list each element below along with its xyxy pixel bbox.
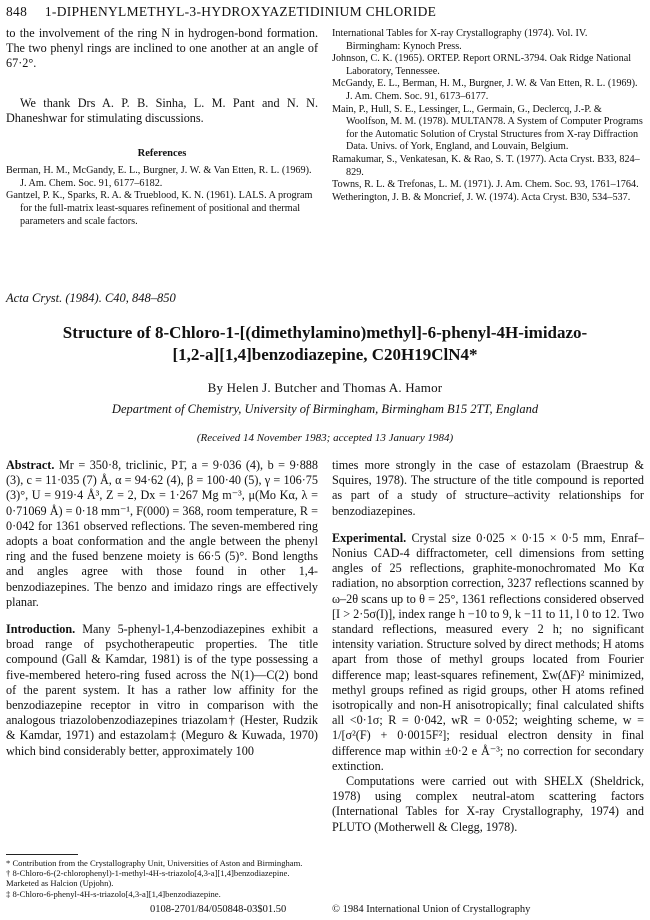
page-number: 848 bbox=[6, 4, 28, 19]
body-left-column bbox=[6, 458, 318, 759]
footnote: † 8-Chloro-6-(2-chlorophenyl)-1-methyl-4H-s-triazolo[4,3-a][1,4]benzodiazepine. Marketed as Halcion (Upjohn). bbox=[6, 868, 290, 889]
running-title: 1-DIPHENYLMETHYL-3-HYDROXYAZETIDINIUM CHLORIDE bbox=[44, 4, 437, 19]
abstract-label: Abstract. bbox=[6, 458, 55, 472]
introduction-text: Many 5-phenyl-1,4-benzodiazepines exhibit a broad range of psychotherapeutic properties. The title compound (Gall & Kamdar, 1981) is of the type possessing a five-membered hetero-ring fused across the N(1)—C(2) bond of the parent system. It has a rather low affinity for the benzodiazepine receptor in vitro in comparison with the analogous triazolobenzodiazepines triazolam† (Hester, Rudzik & Kamdar, 1971) and estazolam‡ (Meguro & Kuwada, 1970) which bind considerably better, approximately 100 bbox=[6, 622, 319, 758]
abstract-text: Mr = 350·8, triclinic, P1̄, a = 9·036 (4), b = 9·888 (3), c = 11·035 (7) Å, α = 94·62 (4), β = 100·40 (5), γ = 106·75 (3)°, U = 919·4 Å³, Z = 2, Dx = 1·267 Mg m⁻³, μ(Mo Kα, λ = 0·71069 Å) = 0·18 mm⁻¹, F(000) = 368, room temperature, R = 0·042 for 1361 observed reflections. The seven-membered ring adopts a boat conformation and the angle between the phenyl ring and the fused benzene moiety is 66·5 (5)°. Bond lengths and angles agree with those found in other 1,4-benzodiazepines. The benzo and imidazo rings are effectively planar. bbox=[6, 458, 318, 609]
abstract bbox=[6, 458, 318, 610]
journal-reference: Acta Cryst. (1984). C40, 848–850 bbox=[6, 291, 176, 305]
references-heading: References bbox=[137, 148, 187, 160]
experimental-label: Experimental. bbox=[332, 530, 407, 545]
footnote-rule bbox=[6, 854, 78, 855]
footnotes bbox=[6, 858, 318, 899]
reference-entry: International Tables for X-ray Crystallography (1974). Vol. IV. Birmingham: Kynoch Press. bbox=[332, 28, 588, 52]
article-code: 0108-2701/84/050848-03$01.50 bbox=[150, 904, 287, 915]
references-list-right bbox=[332, 28, 644, 204]
copyright: © 1984 International Union of Crystallography bbox=[332, 904, 531, 915]
introduction bbox=[6, 622, 318, 759]
prev-article-text: to the involvement of the ring N in hydrogen-bond formation. The two phenyl rings are inclined to one another at an angle of 67·2°. bbox=[6, 26, 318, 71]
reference-entry: Main, P., Hull, S. E., Lessinger, L., Germain, G., Declercq, J.-P. & Woolfson, M. M. (1978). MULTAN78. A System of Computer Programs for the Automatic Solution of Crystal Structures from X-ray Diffraction Data. Univs. of York, England, and Louvain, Belgium. bbox=[332, 103, 643, 153]
introduction-continued: times more strongly in the case of estazolam (Braestrup & Squires, 1978). The structure of the title compound is reported as part of a study of structure–activity relationships for benzodiazepines. bbox=[332, 458, 644, 518]
reference-entry: Berman, H. M., McGandy, E. L., Burgner, J. W. & Van Etten, R. L. (1969). J. Am. Chem. Soc. 91, 6177–6182. bbox=[6, 165, 312, 189]
acknowledgement: We thank Drs A. P. B. Sinha, L. M. Pant and N. N. Dhaneshwar for stimulating discussions. bbox=[6, 95, 318, 125]
department: Department of Chemistry, University of Birmingham, Birmingham B15 2TT, England bbox=[111, 402, 539, 416]
reference-entry: Johnson, C. K. (1965). ORTEP. Report ORNL-3794. Oak Ridge National Laboratory, Tennessee. bbox=[332, 53, 632, 77]
reference-entry: Gantzel, P. K., Sparks, R. A. & Trueblood, K. N. (1961). LALS. A program for the full-matrix least-squares refinement of positional and thermal parameters and scale factors. bbox=[6, 190, 313, 227]
title-line-2: [1,2-a][1,4]benzodiazepine, C20H19ClN4* bbox=[172, 345, 478, 364]
experimental bbox=[332, 531, 644, 774]
reference-entry: Ramakumar, S., Venkatesan, K. & Rao, S. T. (1977). Acta Cryst. B33, 824–829. bbox=[332, 153, 640, 178]
experimental-text: Crystal size 0·025 × 0·15 × 0·5 mm, Enraf–Nonius CAD-4 diffractometer, cell dimensions from setting angles of 25 reflections, graphite-monochromated Mo Kα radiation, no absorption correction, 3237 reflections scanned by ω–2θ scans up to θ = 25°, 1361 reflections considered observed [I > 2·5σ(I)], index range h −10 to 9, k −11 to 11, l 0 to 12. Two standard reflections, measured every 2 h; no significant intensity variation. Structure solved by direct methods; H atoms apart from those of methyl groups located from Fourier difference map; least-squares refinement, Σw(ΔF)² minimized, methyl groups refined as rigid groups, other H atoms refined isotropically and non-H anisotropically; final calculated shifts all <0·1σ; R = 0·042, wR = 0·052; weighting scheme, w = 1/[σ²(F) + 0·0015F²]; residual electron density in final difference map within ±0·2 e Å⁻³; no correction for secondary extinction. bbox=[332, 530, 644, 773]
received-dates: (Received 14 November 1983; accepted 13 January 1984) bbox=[196, 432, 454, 444]
article-title bbox=[30, 322, 620, 366]
footnote: * Contribution from the Crystallography Unit, Universities of Aston and Birmingham. bbox=[6, 858, 303, 868]
footnote: ‡ 8-Chloro-6-phenyl-4H-s-triazolo[4,3-a][1,4]benzodiazepine. bbox=[6, 888, 221, 899]
body-right-column bbox=[332, 458, 644, 835]
authors: By Helen J. Butcher and Thomas A. Hamor bbox=[207, 380, 443, 395]
reference-entry: Towns, R. L. & Trefonas, L. M. (1971). J. Am. Chem. Soc. 93, 1761–1764. bbox=[332, 179, 639, 191]
reference-entry: McGandy, E. L., Berman, H. M., Burgner, J. W. & Van Etten, R. L. (1969). J. Am. Chem. Soc. 91, 6173–6177. bbox=[332, 78, 638, 102]
computations-text: Computations were carried out with SHELX (Sheldrick, 1978) using complex neutral-atom scattering factors (International Tables for X-ray Crystallography, 1974) and PLUTO (Motherwell & Clegg, 1978). bbox=[332, 774, 644, 834]
prev-article-left-column bbox=[6, 26, 318, 228]
title-line-1: Structure of 8-Chloro-1-[(dimethylamino)methyl]-6-phenyl-4H-imidazo- bbox=[62, 323, 588, 342]
reference-entry: Wetherington, J. B. & Moncrief, J. W. (1974). Acta Cryst. B30, 534–537. bbox=[332, 191, 631, 203]
running-head bbox=[6, 4, 644, 20]
references-list-left bbox=[6, 165, 318, 228]
introduction-label: Introduction. bbox=[6, 622, 76, 637]
